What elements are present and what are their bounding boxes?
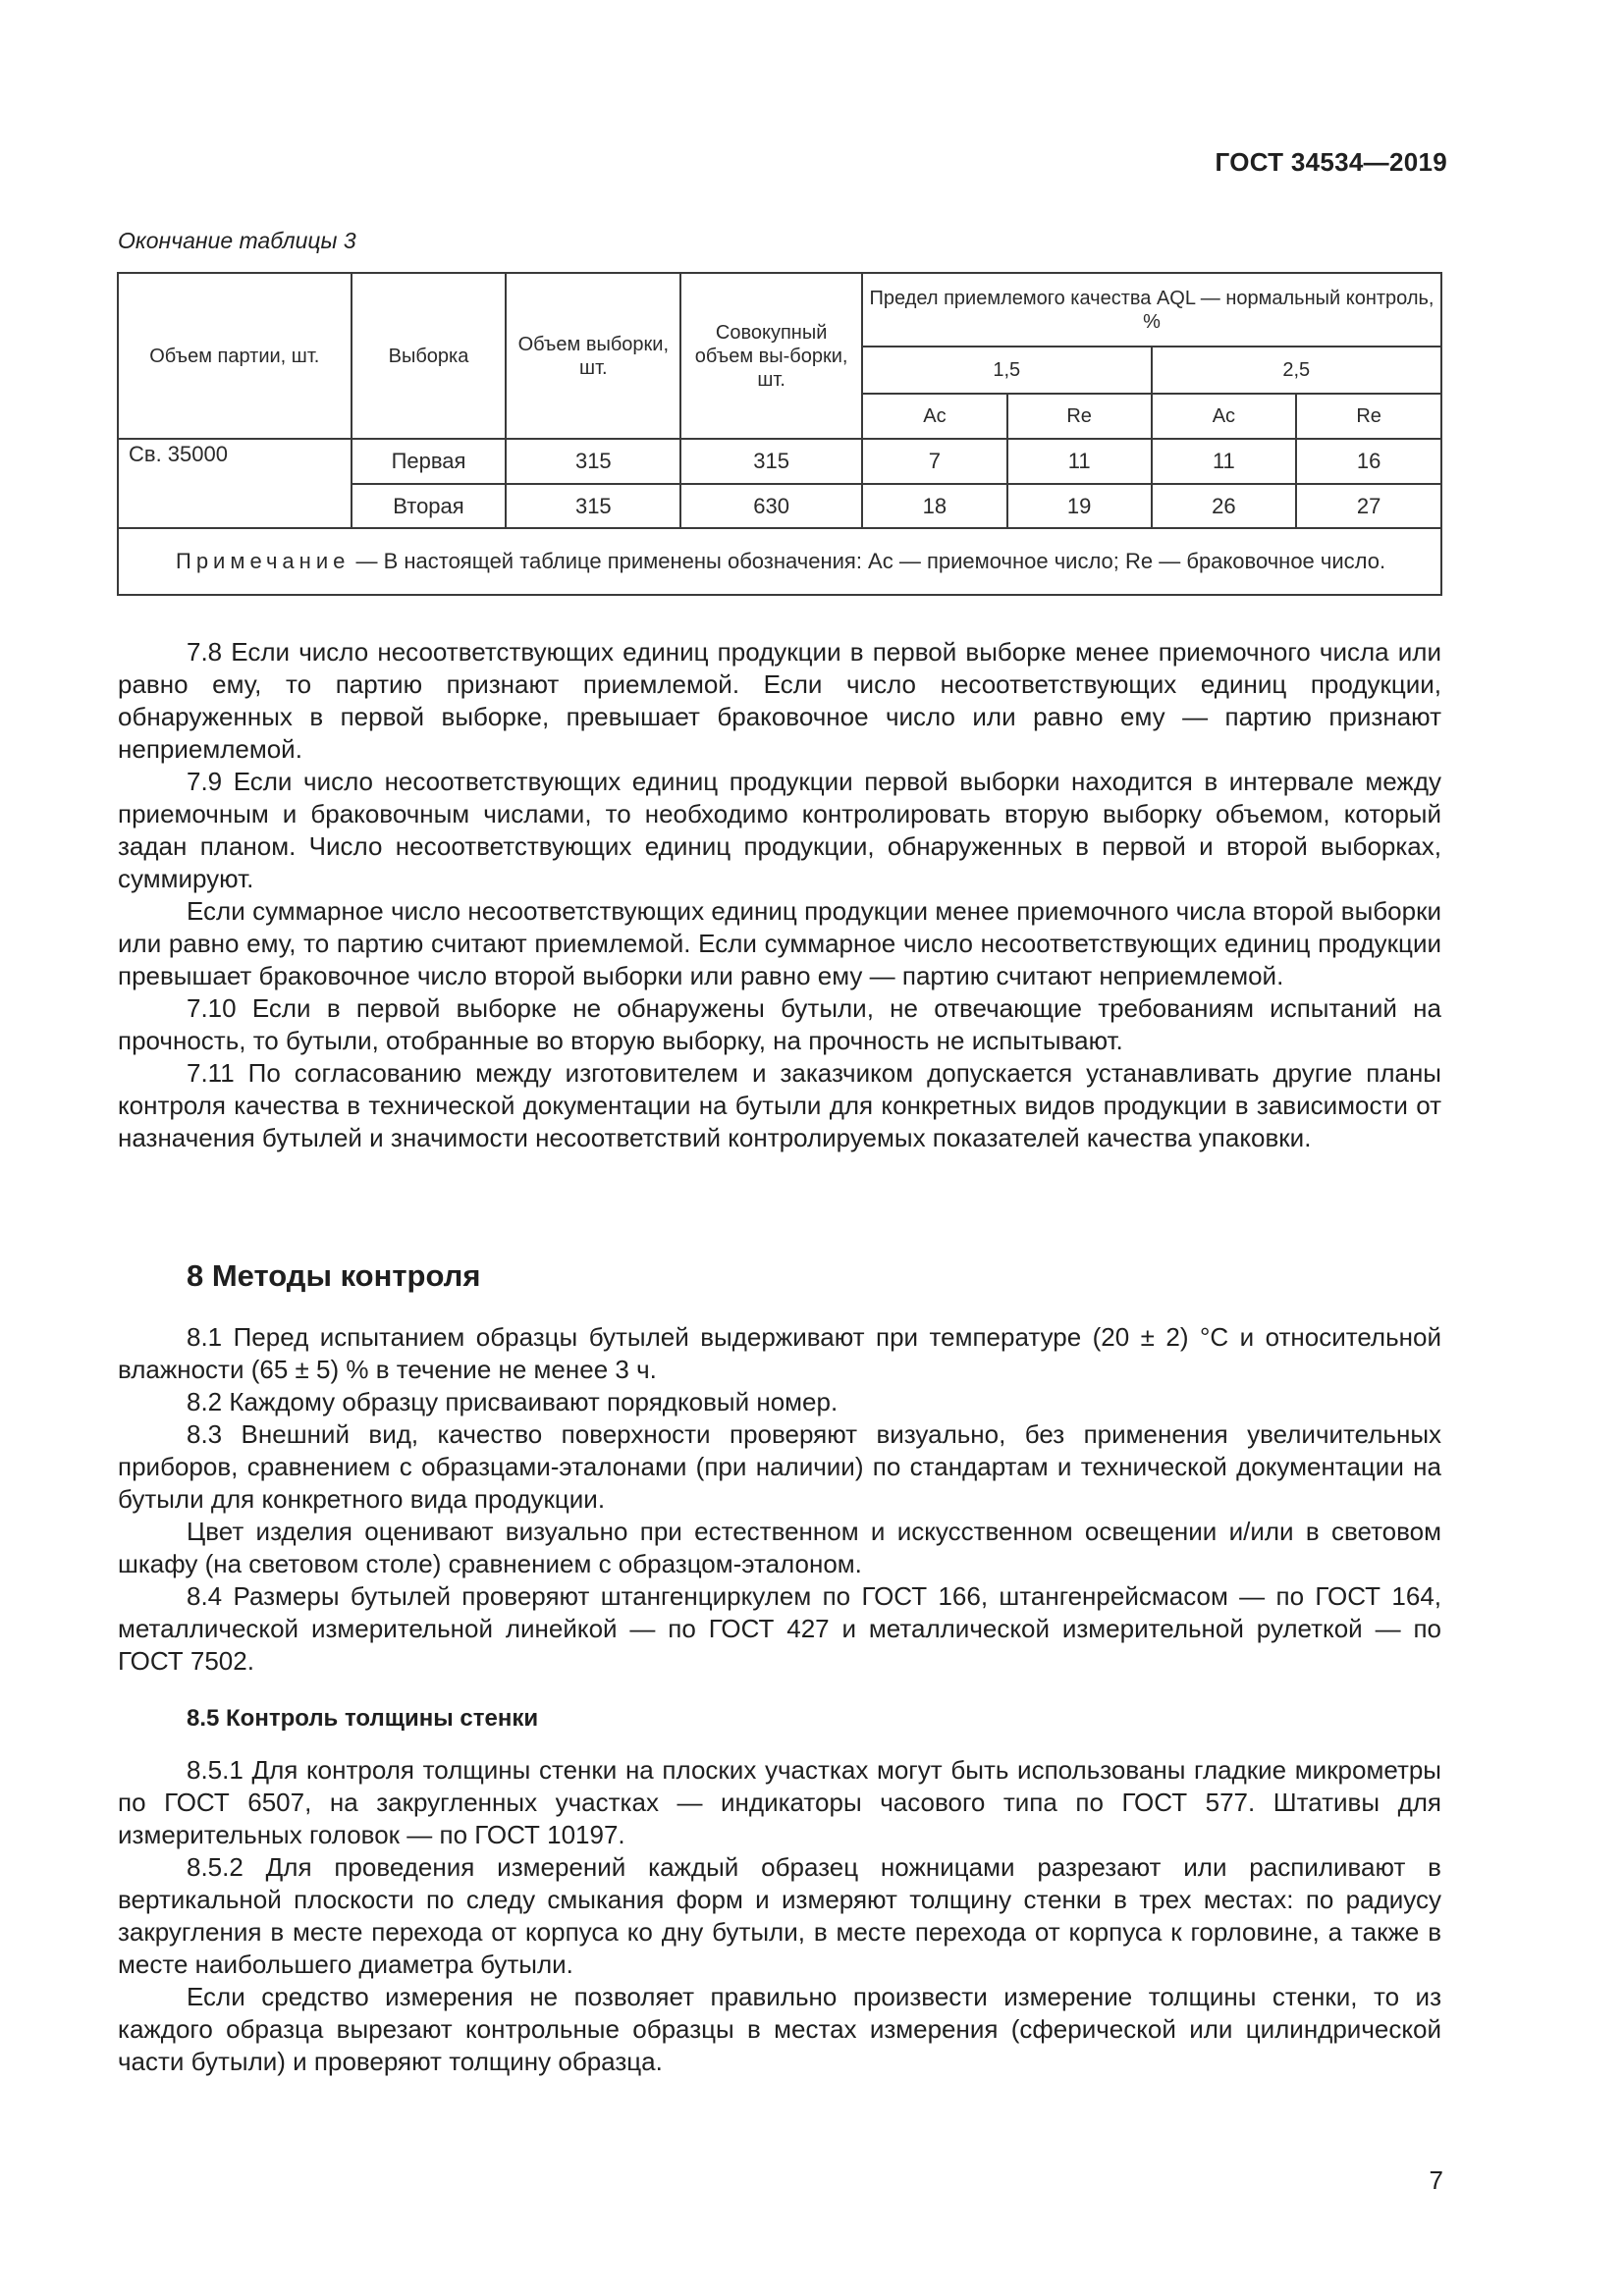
paragraph-8-4: 8.4 Размеры бутылей проверяют штангенциркулем по ГОСТ 166, штангенрейсмасом — по ГОСТ 164, металлической измерительной линейкой — по ГОСТ 427 и металлической измерительной рулеткой — по ГОСТ 7502. (118, 1581, 1441, 1676)
table-caption: Окончание таблицы 3 (118, 228, 356, 253)
header-cumulative-volume: Совокупный объем вы-борки, шт. (680, 273, 862, 439)
header-ac: Ac (862, 394, 1007, 439)
paragraph-7-9: 7.9 Если число несоответствующих единиц продукции первой выборки находится в интервале между приемочным и браковочным числами, то необходимо контролировать вторую выборку объемом, который задан планом. Число несоответствующих единиц продукции, обнаруженных в первой и второй выборках, суммируют. (118, 767, 1441, 893)
paragraph-8-3: 8.3 Внешний вид, качество поверхности проверяют визуально, без применения увеличительных приборов, сравнением с образцами-эталонами (при наличии) по стандартам и технической документации на бутыли для конкретного вида продукции. (118, 1419, 1441, 1514)
paragraph-7-10: 7.10 Если в первой выборке не обнаружены бутыли, не отвечающие требованиям испытаний на прочность, то бутыли, отобранные во вторую выборку, на прочность не испытывают. (118, 993, 1441, 1055)
paragraph-8-2: 8.2 Каждому образцу присваивают порядковый номер. (187, 1387, 839, 1416)
header-aql-2-5: 2,5 (1152, 347, 1442, 394)
page-number: 7 (1429, 2165, 1443, 2195)
section-8-title: 8 Методы контроля (187, 1258, 481, 1293)
note-text: — В настоящей таблице применены обозначения: Ac — приемочное число; Re — браковочное число. (350, 549, 1386, 573)
table-note (118, 528, 1441, 595)
cell-ac2: 11 (1152, 439, 1297, 484)
cell-volume: 315 (506, 484, 680, 528)
section-7-text (118, 636, 1441, 1154)
subsection-8-5-title: 8.5 Контроль толщины стенки (187, 1705, 539, 1732)
cell-re1: 19 (1007, 484, 1152, 528)
cell-re2: 27 (1296, 484, 1441, 528)
paragraph-8-5-2: 8.5.2 Для проведения измерений каждый образец ножницами разрезают или распиливают в вертикальной плоскости по следу смыкания форм и измеряют толщину стенки в трех местах: по радиусу закругления в месте перехода от корпуса ко дну бутыли, в месте перехода от корпуса к горловине, а также в месте наибольшего диаметра бутыли. (118, 1852, 1441, 1979)
section-8-text (118, 1321, 1441, 1678)
cell-ac1: 7 (862, 439, 1007, 484)
header-lot-volume: Объем партии, шт. (118, 273, 352, 439)
cell-ac1: 18 (862, 484, 1007, 528)
subsection-8-5-text (118, 1754, 1441, 2078)
document-id: ГОСТ 34534—2019 (1215, 147, 1447, 177)
paragraph-7-11: 7.11 По согласованию между изготовителем и заказчиком допускается устанавливать другие планы контроля качества в технической документации на бутыли для конкретных видов продукции в зависимости от назначения бутылей и значимости несоответствий контролируемых показателей качества упаковки. (118, 1058, 1441, 1152)
table-3 (117, 272, 1442, 596)
paragraph-8-5-1: 8.5.1 Для контроля толщины стенки на плоских участках могут быть использованы гладкие микрометры по ГОСТ 6507, на закругленных участках — индикаторы часового типа по ГОСТ 577. Штативы для измерительных головок — по ГОСТ 10197. (118, 1755, 1441, 1849)
cell-sample: Вторая (352, 484, 507, 528)
cell-cumulative: 315 (680, 439, 862, 484)
paragraph-8-5-2-continued: Если средство измерения не позволяет правильно произвести измерение толщины стенки, то из каждого образца вырезают контрольные образцы в местах измерения (сферической или цилиндрической части бутыли) и проверяют толщину образца. (118, 1982, 1441, 2076)
cell-cumulative: 630 (680, 484, 862, 528)
header-sample-volume: Объем выборки, шт. (506, 273, 680, 439)
cell-ac2: 26 (1152, 484, 1297, 528)
header-re: Re (1296, 394, 1441, 439)
cell-sample: Первая (352, 439, 507, 484)
paragraph-8-1: 8.1 Перед испытанием образцы бутылей выдерживают при температуре (20 ± 2) °С и относительной влажности (65 ± 5) % в течение не менее 3 ч. (118, 1322, 1441, 1384)
header-re: Re (1007, 394, 1152, 439)
note-label: Примечание (176, 549, 351, 573)
header-ac: Ac (1152, 394, 1297, 439)
cell-lot: Св. 35000 (118, 439, 352, 528)
header-aql: Предел приемлемого качества AQL — нормальный контроль, % (862, 273, 1441, 347)
cell-volume: 315 (506, 439, 680, 484)
paragraph-7-9-continued: Если суммарное число несоответствующих единиц продукции менее приемочного числа второй выборки или равно ему, то партию считают приемлемой. Если суммарное число несоответствующих единиц продукции превышает браковочное число второй выборки или равно ему — партию считают неприемлемой. (118, 896, 1441, 990)
header-sample: Выборка (352, 273, 507, 439)
paragraph-7-8: 7.8 Если число несоответствующих единиц продукции в первой выборке менее приемочного числа или равно ему, то партию признают приемлемой. Если число несоответствующих единиц продукции, обнаруженных в первой выборке, превышает браковочное число или равно ему — партию признают неприемлемой. (118, 637, 1441, 764)
paragraph-8-3-continued: Цвет изделия оценивают визуально при естественном и искусственном освещении и/или в световом шкафу (на световом столе) сравнением с образцом-эталоном. (118, 1517, 1441, 1578)
header-aql-1-5: 1,5 (862, 347, 1151, 394)
cell-re2: 16 (1296, 439, 1441, 484)
cell-re1: 11 (1007, 439, 1152, 484)
